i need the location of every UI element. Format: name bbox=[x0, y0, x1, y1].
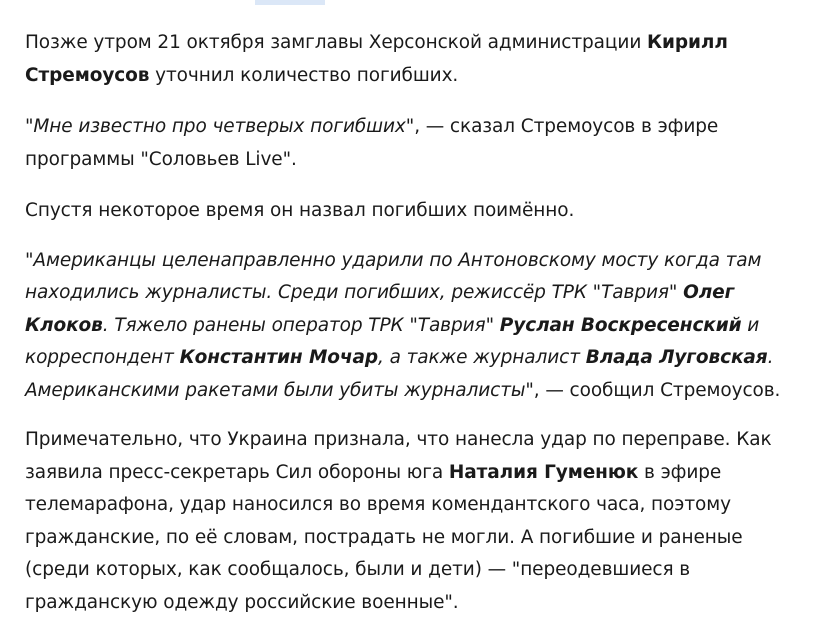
quote-block bbox=[25, 250, 773, 401]
link-highlight bbox=[255, 0, 325, 5]
previous-paragraph-remnant bbox=[0, 0, 823, 8]
paragraph-text: Позже утром 21 октября замглавы Херсонской администрации bbox=[25, 32, 648, 53]
quote-text: . Тяжело ранены оператор ТРК "Таврия" bbox=[102, 314, 500, 336]
paragraph-text: уточнил количество погибших. bbox=[149, 64, 459, 86]
person-name-mochar: Константин Мочар bbox=[179, 347, 379, 368]
person-name-stremousov: Кирилл Стремоусов bbox=[25, 32, 728, 86]
person-name-voskresensky: Руслан Воскресенский bbox=[499, 314, 742, 336]
paragraph-casualty-count bbox=[25, 27, 795, 92]
article-body bbox=[25, 27, 795, 619]
person-name-gumenyuk: Наталия Гуменюк bbox=[448, 461, 639, 483]
person-name-klokov: Олег Клоков bbox=[25, 282, 735, 336]
paragraph-quote-four-dead bbox=[25, 111, 795, 176]
paragraph-text: Спустя некоторое время он назвал погибших поимённо. bbox=[25, 200, 575, 221]
quote-text: , а также журналист bbox=[378, 347, 586, 368]
paragraph-text: ", — сообщил Стремоусов. bbox=[525, 379, 781, 401]
quote-text: и корреспондент bbox=[25, 314, 760, 368]
quote-text: "Американцы целенаправленно ударили по Антоновскому мосту когда там находились журналисты. Среди погибших, режиссёр ТРК "Таврия" bbox=[25, 249, 762, 303]
quote-text: . Американскими ракетами были убиты журналисты bbox=[25, 347, 774, 401]
quote-text: "Мне известно про четверых погибших" bbox=[25, 116, 415, 137]
paragraph-text: Примечательно, что Украина признала, что нанесла удар по переправе. Как заявила пресс-секретарь Сил обороны юга bbox=[25, 429, 772, 483]
paragraph-ukraine-statement bbox=[25, 424, 795, 619]
paragraph-names-announced bbox=[25, 195, 795, 228]
paragraph-quote-journalists bbox=[25, 245, 795, 408]
person-name-lugovskaya: Влада Луговская bbox=[585, 347, 768, 368]
paragraph-text: в эфире телемарафона, удар наносился во время комендантского часа, поэтому гражданские, по её словам, пострадать не могли. А погибшие и раненые (среди которых, как сообщалось, были и дети) — "переодевшиеся в гражданскую одежду российские военные". bbox=[25, 461, 743, 613]
paragraph-text: , — сказал Стремоусов в эфире программы "Соловьев Live". bbox=[25, 116, 719, 170]
